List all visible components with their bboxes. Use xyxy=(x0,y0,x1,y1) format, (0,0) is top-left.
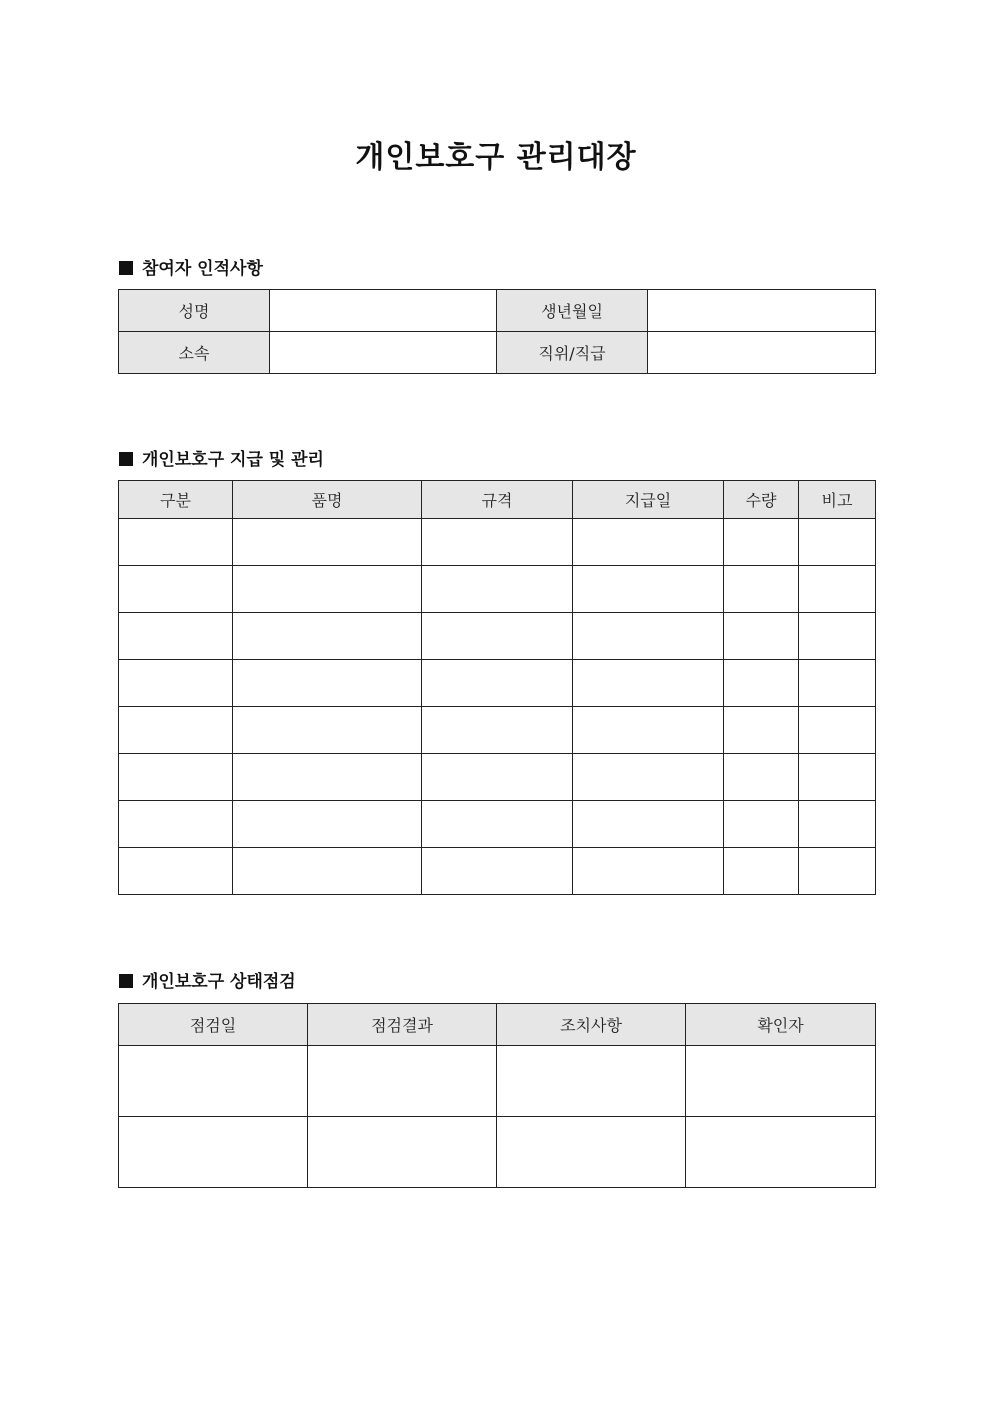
table-cell[interactable] xyxy=(119,707,233,754)
table-cell[interactable] xyxy=(724,707,799,754)
table-cell[interactable] xyxy=(233,754,422,801)
participant-info-table xyxy=(118,289,876,374)
table-cell[interactable] xyxy=(724,660,799,707)
table-cell[interactable] xyxy=(724,566,799,613)
table-cell[interactable] xyxy=(422,660,573,707)
table-cell[interactable] xyxy=(573,613,724,660)
table-row xyxy=(119,660,876,707)
table-cell[interactable] xyxy=(686,1046,876,1117)
section-heading-participant xyxy=(119,254,263,279)
column-header-spec: 규격 xyxy=(422,481,573,519)
table-cell[interactable] xyxy=(422,848,573,895)
table-cell[interactable] xyxy=(119,660,233,707)
section-heading-inspection xyxy=(119,967,296,992)
column-header-category: 구분 xyxy=(119,481,233,519)
table-cell[interactable] xyxy=(308,1046,497,1117)
table-cell[interactable] xyxy=(422,707,573,754)
table-row xyxy=(119,1046,876,1117)
table-cell[interactable] xyxy=(119,801,233,848)
table-row xyxy=(119,332,876,374)
table-cell[interactable] xyxy=(233,566,422,613)
table-header-row xyxy=(119,1004,876,1046)
table-cell[interactable] xyxy=(119,754,233,801)
page-title: 개인보호구 관리대장 xyxy=(355,140,637,175)
name-field[interactable] xyxy=(270,290,497,332)
table-cell[interactable] xyxy=(799,754,876,801)
position-field[interactable] xyxy=(648,332,876,374)
affiliation-label: 소속 xyxy=(119,332,270,374)
table-header-row xyxy=(119,481,876,519)
table-row xyxy=(119,754,876,801)
table-cell[interactable] xyxy=(799,660,876,707)
table-cell[interactable] xyxy=(308,1117,497,1188)
table-row xyxy=(119,801,876,848)
affiliation-field[interactable] xyxy=(270,332,497,374)
column-header-issue-date: 지급일 xyxy=(573,481,724,519)
table-row xyxy=(119,1117,876,1188)
table-cell[interactable] xyxy=(119,566,233,613)
table-row xyxy=(119,707,876,754)
table-cell[interactable] xyxy=(497,1117,686,1188)
table-cell[interactable] xyxy=(799,613,876,660)
birth-date-label: 생년월일 xyxy=(497,290,648,332)
position-label: 직위/직급 xyxy=(497,332,648,374)
table-cell[interactable] xyxy=(573,519,724,566)
table-cell[interactable] xyxy=(573,566,724,613)
section-heading-inspection-text: 개인보호구 상태점검 xyxy=(142,972,296,992)
table-cell[interactable] xyxy=(573,754,724,801)
column-header-action-taken: 조치사항 xyxy=(497,1004,686,1046)
supply-table xyxy=(118,480,876,895)
table-cell[interactable] xyxy=(422,566,573,613)
table-cell[interactable] xyxy=(573,660,724,707)
table-cell[interactable] xyxy=(686,1117,876,1188)
section-heading-participant-text: 참여자 인적사항 xyxy=(142,259,263,279)
table-cell[interactable] xyxy=(233,801,422,848)
table-cell[interactable] xyxy=(724,519,799,566)
column-header-inspection-date: 점검일 xyxy=(119,1004,308,1046)
table-cell[interactable] xyxy=(233,519,422,566)
name-label: 성명 xyxy=(119,290,270,332)
table-cell[interactable] xyxy=(119,1046,308,1117)
table-cell[interactable] xyxy=(422,519,573,566)
table-row xyxy=(119,848,876,895)
table-cell[interactable] xyxy=(119,1117,308,1188)
table-cell[interactable] xyxy=(119,613,233,660)
table-cell[interactable] xyxy=(799,707,876,754)
table-cell[interactable] xyxy=(422,801,573,848)
birth-date-field[interactable] xyxy=(648,290,876,332)
table-cell[interactable] xyxy=(799,519,876,566)
column-header-verifier: 확인자 xyxy=(686,1004,876,1046)
section-heading-supply-text: 개인보호구 지급 및 관리 xyxy=(142,450,324,470)
table-cell[interactable] xyxy=(233,660,422,707)
column-header-inspection-result: 점검결과 xyxy=(308,1004,497,1046)
table-cell[interactable] xyxy=(422,754,573,801)
table-cell[interactable] xyxy=(724,613,799,660)
table-cell[interactable] xyxy=(497,1046,686,1117)
table-cell[interactable] xyxy=(573,707,724,754)
table-cell[interactable] xyxy=(233,848,422,895)
table-row xyxy=(119,290,876,332)
column-header-item-name: 품명 xyxy=(233,481,422,519)
square-bullet-icon xyxy=(119,974,133,988)
square-bullet-icon xyxy=(119,261,133,275)
column-header-remarks: 비고 xyxy=(799,481,876,519)
column-header-quantity: 수량 xyxy=(724,481,799,519)
table-row xyxy=(119,566,876,613)
table-row xyxy=(119,519,876,566)
table-cell[interactable] xyxy=(799,848,876,895)
table-cell[interactable] xyxy=(233,613,422,660)
table-cell[interactable] xyxy=(119,519,233,566)
section-heading-supply xyxy=(119,445,324,470)
table-cell[interactable] xyxy=(119,848,233,895)
table-cell[interactable] xyxy=(724,848,799,895)
table-cell[interactable] xyxy=(422,613,573,660)
table-cell[interactable] xyxy=(724,754,799,801)
table-cell[interactable] xyxy=(799,801,876,848)
table-cell[interactable] xyxy=(799,566,876,613)
table-cell[interactable] xyxy=(233,707,422,754)
inspection-table xyxy=(118,1003,876,1188)
table-cell[interactable] xyxy=(573,848,724,895)
table-cell[interactable] xyxy=(724,801,799,848)
table-row xyxy=(119,613,876,660)
table-cell[interactable] xyxy=(573,801,724,848)
square-bullet-icon xyxy=(119,452,133,466)
